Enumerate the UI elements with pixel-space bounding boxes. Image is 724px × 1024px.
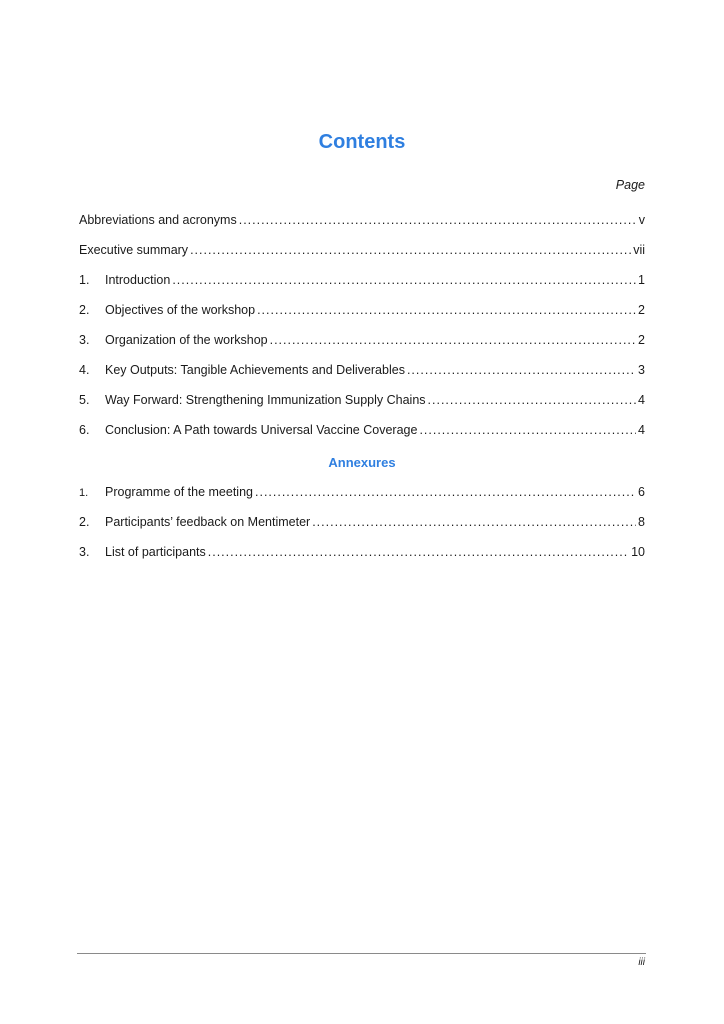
annex-entry-label: Programme of the meeting [105, 485, 253, 499]
toc-entry-page: 4 [638, 423, 645, 437]
annex-entry-number: 2. [79, 515, 90, 529]
toc-entry-number: 6. [79, 423, 90, 437]
toc-leader-dots [312, 515, 636, 529]
toc-leader-dots [190, 243, 631, 257]
annex-entry-feedback[interactable] [79, 515, 645, 545]
toc-entry-page: 2 [638, 303, 645, 317]
toc-entry-label: Organization of the workshop [105, 333, 268, 347]
annex-entry-label: List of participants [105, 545, 206, 559]
toc-entry-label: Executive summary [79, 243, 189, 257]
toc-entry-label: Introduction [105, 273, 171, 287]
toc-entry-label: Key Outputs: Tangible Achievements and Deliverables [105, 363, 405, 377]
toc-entry-page: 2 [638, 333, 645, 347]
table-of-contents [79, 213, 645, 453]
toc-entry-introduction[interactable] [79, 273, 645, 303]
toc-leader-dots [239, 213, 637, 227]
toc-entry-page: 4 [638, 393, 645, 407]
annex-entry-page: 10 [631, 545, 645, 559]
toc-leader-dots [208, 545, 629, 559]
page-title: Contents [318, 131, 406, 153]
toc-leader-dots [255, 485, 636, 499]
toc-entry-number: 4. [79, 363, 90, 377]
annex-entry-programme[interactable] [79, 485, 645, 515]
toc-entry-label: Objectives of the workshop [105, 303, 256, 317]
annex-entry-page: 8 [638, 515, 645, 529]
toc-leader-dots [428, 393, 637, 407]
toc-entry-key-outputs[interactable] [79, 363, 645, 393]
footer-page-number: iii [638, 957, 645, 968]
toc-entry-abbreviations[interactable] [79, 213, 645, 243]
toc-entry-organization[interactable] [79, 333, 645, 363]
toc-entry-number: 1. [79, 273, 90, 287]
toc-leader-dots [172, 273, 636, 287]
toc-leader-dots [257, 303, 636, 317]
toc-entry-page: v [638, 213, 645, 227]
toc-entry-label: Conclusion: A Path towards Universal Vaccine Coverage [105, 423, 418, 437]
toc-leader-dots [419, 423, 636, 437]
annex-entry-number: 3. [79, 545, 90, 559]
toc-entry-label: Way Forward: Strengthening Immunization Supply Chains [105, 393, 426, 407]
annexures-heading: Annexures [328, 455, 396, 470]
toc-entry-objectives[interactable] [79, 303, 645, 333]
toc-leader-dots [407, 363, 636, 377]
toc-entry-conclusion[interactable] [79, 423, 645, 453]
annex-entry-label: Participants’ feedback on Mentimeter [105, 515, 311, 529]
toc-leader-dots [270, 333, 636, 347]
footer-divider [77, 953, 646, 954]
toc-entry-page: 3 [638, 363, 645, 377]
annex-entry-participants[interactable] [79, 545, 645, 575]
toc-entry-number: 2. [79, 303, 90, 317]
toc-entry-way-forward[interactable] [79, 393, 645, 423]
annex-entry-page: 6 [638, 485, 645, 499]
toc-entry-number: 5. [79, 393, 90, 407]
toc-entry-executive-summary[interactable] [79, 243, 645, 273]
toc-entry-number: 3. [79, 333, 90, 347]
toc-entry-page: 1 [638, 273, 645, 287]
annexures-list [79, 485, 645, 575]
toc-entry-page: vii [633, 243, 645, 257]
toc-entry-label: Abbreviations and acronyms [79, 213, 237, 227]
annex-entry-number: 1. [79, 487, 89, 499]
page-column-label: Page [615, 178, 645, 192]
